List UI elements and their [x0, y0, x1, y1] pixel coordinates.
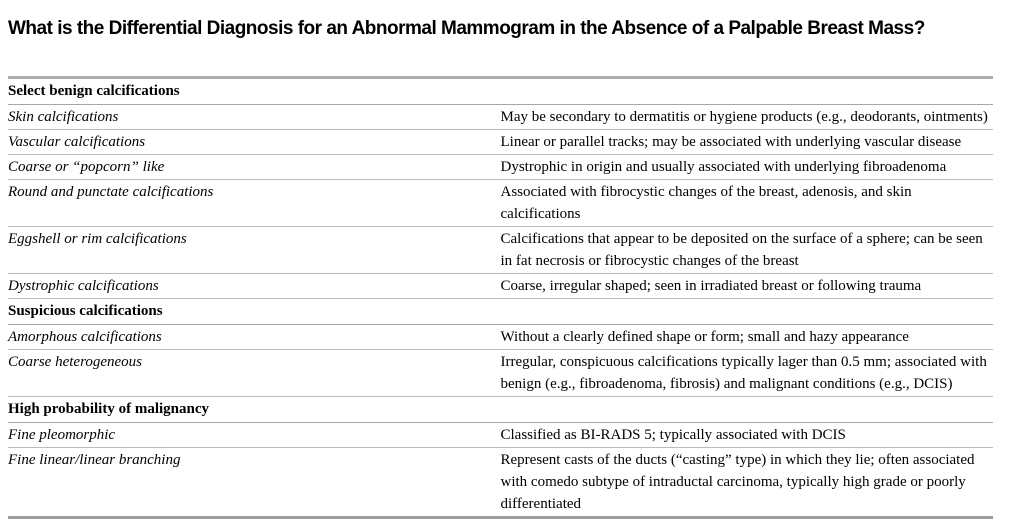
description-cell: Without a clearly defined shape or form; small and hazy appearance: [501, 325, 994, 350]
term-cell: Coarse heterogeneous: [8, 350, 501, 397]
table-row: [8, 130, 993, 155]
table-row: [8, 350, 993, 397]
table-row: [8, 423, 993, 448]
table-row: [8, 105, 993, 130]
description-cell: May be secondary to dermatitis or hygiene products (e.g., deodorants, ointments): [501, 105, 994, 130]
table-row: [8, 325, 993, 350]
section-header-row: [8, 299, 993, 325]
section-header-row: [8, 78, 993, 105]
page-title: What is the Differential Diagnosis for an Abnormal Mammogram in the Absence of a Palpable Breast Mass?: [8, 18, 925, 39]
description-cell: Irregular, conspicuous calcifications typically lager than 0.5 mm; associated with benign (e.g., fibroadenoma, fibrosis) and malignant conditions (e.g., DCIS): [501, 350, 994, 397]
description-cell: Linear or parallel tracks; may be associated with underlying vascular disease: [501, 130, 994, 155]
term-cell: Dystrophic calcifications: [8, 274, 501, 299]
term-cell: Eggshell or rim calcifications: [8, 227, 501, 274]
description-cell: Classified as BI-RADS 5; typically associated with DCIS: [501, 423, 994, 448]
description-cell: Associated with fibrocystic changes of the breast, adenosis, and skin calcifications: [501, 180, 994, 227]
differential-diagnosis-table: [8, 76, 993, 519]
description-cell: Dystrophic in origin and usually associated with underlying fibroadenoma: [501, 155, 994, 180]
term-cell: Amorphous calcifications: [8, 325, 501, 350]
table-row: [8, 180, 993, 227]
term-cell: Coarse or “popcorn” like: [8, 155, 501, 180]
description-cell: Coarse, irregular shaped; seen in irradiated breast or following trauma: [501, 274, 994, 299]
description-cell: Calcifications that appear to be deposited on the surface of a sphere; can be seen in fat necrosis or fibrocystic changes of the breast: [501, 227, 994, 274]
term-cell: Fine pleomorphic: [8, 423, 501, 448]
table-row: [8, 274, 993, 299]
term-cell: Fine linear/linear branching: [8, 448, 501, 518]
term-cell: Skin calcifications: [8, 105, 501, 130]
table-row: [8, 227, 993, 274]
section-header-row: [8, 397, 993, 423]
description-cell: Represent casts of the ducts (“casting” type) in which they lie; often associated with comedo subtype of intraductal carcinoma, typically high grade or poorly differentiated: [501, 448, 994, 518]
section-header: High probability of malignancy: [8, 397, 993, 423]
term-cell: Round and punctate calcifications: [8, 180, 501, 227]
term-cell: Vascular calcifications: [8, 130, 501, 155]
section-header: Suspicious calcifications: [8, 299, 993, 325]
table-row: [8, 155, 993, 180]
table-row: [8, 448, 993, 518]
section-header: Select benign calcifications: [8, 83, 180, 99]
